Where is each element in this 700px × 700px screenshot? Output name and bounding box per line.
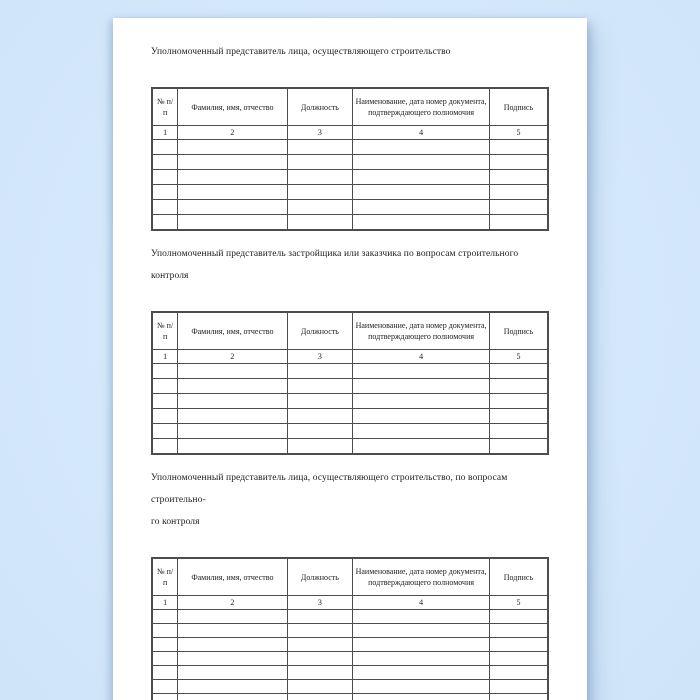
empty-row <box>152 439 548 455</box>
empty-cell <box>152 394 178 409</box>
section-representative-builder-control <box>151 467 549 700</box>
empty-cell <box>353 610 490 624</box>
empty-cell <box>178 364 287 379</box>
empty-row <box>152 140 548 155</box>
header-cell-number: № п/п <box>152 88 178 126</box>
numbering-cell: 3 <box>287 126 353 140</box>
empty-row <box>152 694 548 700</box>
empty-cell <box>152 652 178 666</box>
empty-cell <box>353 680 490 694</box>
empty-cell <box>353 424 490 439</box>
empty-row <box>152 424 548 439</box>
empty-cell <box>287 364 353 379</box>
empty-cell <box>353 379 490 394</box>
empty-cell <box>178 652 287 666</box>
empty-cell <box>353 170 490 185</box>
empty-cell <box>178 140 287 155</box>
empty-cell <box>178 439 287 455</box>
empty-cell <box>178 694 287 700</box>
empty-cell <box>353 364 490 379</box>
empty-cell <box>178 170 287 185</box>
numbering-cell: 1 <box>152 596 178 610</box>
header-cell-position: Должность <box>287 88 353 126</box>
empty-cell <box>353 638 490 652</box>
header-cell-signature: Подпись <box>489 558 548 596</box>
empty-cell <box>152 379 178 394</box>
column-numbering-row <box>152 126 548 140</box>
empty-row <box>152 666 548 680</box>
empty-cell <box>353 394 490 409</box>
empty-cell <box>152 364 178 379</box>
empty-row <box>152 394 548 409</box>
numbering-cell: 5 <box>489 596 548 610</box>
header-cell-number: № п/п <box>152 312 178 350</box>
table-header-row <box>152 558 548 596</box>
numbering-cell: 2 <box>178 350 287 364</box>
empty-cell <box>287 652 353 666</box>
empty-cell <box>152 170 178 185</box>
section-title <box>151 243 549 287</box>
empty-cell <box>178 185 287 200</box>
column-numbering-row <box>152 350 548 364</box>
section-title-line: го контроля <box>151 517 200 527</box>
numbering-cell: 2 <box>178 126 287 140</box>
empty-cell <box>287 638 353 652</box>
empty-cell <box>287 394 353 409</box>
empty-cell <box>489 394 548 409</box>
numbering-cell: 1 <box>152 126 178 140</box>
empty-cell <box>152 610 178 624</box>
empty-cell <box>489 409 548 424</box>
empty-cell <box>178 394 287 409</box>
empty-cell <box>489 200 548 215</box>
empty-row <box>152 624 548 638</box>
empty-cell <box>178 215 287 231</box>
numbering-cell: 3 <box>287 596 353 610</box>
empty-row <box>152 379 548 394</box>
header-cell-document: Наименование, дата номер документа, подтверждающего полномочия <box>353 558 490 596</box>
empty-cell <box>353 215 490 231</box>
empty-cell <box>178 200 287 215</box>
numbering-cell: 4 <box>353 350 490 364</box>
header-cell-document: Наименование, дата номер документа, подтверждающего полномочия <box>353 312 490 350</box>
table-header-row <box>152 312 548 350</box>
empty-cell <box>287 624 353 638</box>
section-title <box>151 41 549 63</box>
empty-row <box>152 215 548 231</box>
header-cell-position: Должность <box>287 558 353 596</box>
empty-cell <box>152 680 178 694</box>
empty-cell <box>152 424 178 439</box>
empty-cell <box>178 680 287 694</box>
empty-cell <box>152 200 178 215</box>
empty-cell <box>353 185 490 200</box>
empty-row <box>152 680 548 694</box>
table-header-row <box>152 88 548 126</box>
empty-cell <box>287 155 353 170</box>
empty-cell <box>178 638 287 652</box>
empty-cell <box>178 409 287 424</box>
empty-cell <box>152 666 178 680</box>
empty-cell <box>152 409 178 424</box>
empty-cell <box>489 666 548 680</box>
empty-cell <box>287 694 353 700</box>
empty-cell <box>152 624 178 638</box>
empty-cell <box>287 379 353 394</box>
empty-cell <box>287 185 353 200</box>
empty-cell <box>489 624 548 638</box>
empty-cell <box>489 439 548 455</box>
empty-row <box>152 185 548 200</box>
empty-cell <box>152 185 178 200</box>
header-cell-name: Фамилия, имя, отчество <box>178 88 287 126</box>
representatives-table <box>151 87 549 231</box>
representatives-table <box>151 311 549 455</box>
header-cell-signature: Подпись <box>489 88 548 126</box>
empty-cell <box>287 439 353 455</box>
empty-row <box>152 638 548 652</box>
section-title-line: Уполномоченный представитель лица, осуществляющего строительство <box>151 47 451 57</box>
representatives-table <box>151 557 549 700</box>
empty-cell <box>489 638 548 652</box>
empty-cell <box>353 200 490 215</box>
empty-cell <box>489 424 548 439</box>
empty-cell <box>152 638 178 652</box>
empty-cell <box>178 155 287 170</box>
numbering-cell: 1 <box>152 350 178 364</box>
section-title-line: Уполномоченный представитель лица, осуществляющего строительство, по вопросам строительно- <box>151 473 508 505</box>
header-cell-number: № п/п <box>152 558 178 596</box>
section-representative-client-control <box>151 243 549 455</box>
empty-cell <box>353 439 490 455</box>
empty-cell <box>287 424 353 439</box>
header-cell-signature: Подпись <box>489 312 548 350</box>
empty-cell <box>353 155 490 170</box>
empty-cell <box>353 694 490 700</box>
empty-cell <box>287 170 353 185</box>
empty-cell <box>353 666 490 680</box>
empty-cell <box>353 140 490 155</box>
empty-cell <box>152 140 178 155</box>
empty-cell <box>287 200 353 215</box>
empty-cell <box>152 694 178 700</box>
header-cell-position: Должность <box>287 312 353 350</box>
empty-cell <box>353 409 490 424</box>
numbering-cell: 2 <box>178 596 287 610</box>
empty-cell <box>178 424 287 439</box>
empty-row <box>152 200 548 215</box>
empty-cell <box>152 155 178 170</box>
section-title <box>151 467 549 533</box>
empty-cell <box>489 170 548 185</box>
empty-cell <box>489 694 548 700</box>
empty-row <box>152 155 548 170</box>
empty-cell <box>489 610 548 624</box>
empty-cell <box>178 666 287 680</box>
empty-cell <box>489 140 548 155</box>
numbering-cell: 4 <box>353 596 490 610</box>
empty-cell <box>353 652 490 666</box>
header-cell-name: Фамилия, имя, отчество <box>178 312 287 350</box>
empty-cell <box>489 185 548 200</box>
empty-cell <box>489 155 548 170</box>
empty-cell <box>287 610 353 624</box>
empty-cell <box>178 624 287 638</box>
empty-cell <box>287 409 353 424</box>
numbering-cell: 4 <box>353 126 490 140</box>
empty-cell <box>178 610 287 624</box>
header-cell-name: Фамилия, имя, отчество <box>178 558 287 596</box>
empty-row <box>152 170 548 185</box>
empty-cell <box>287 680 353 694</box>
header-cell-document: Наименование, дата номер документа, подтверждающего полномочия <box>353 88 490 126</box>
document-page <box>113 18 587 700</box>
empty-cell <box>489 379 548 394</box>
numbering-cell: 5 <box>489 126 548 140</box>
column-numbering-row <box>152 596 548 610</box>
empty-cell <box>287 140 353 155</box>
numbering-cell: 5 <box>489 350 548 364</box>
empty-row <box>152 610 548 624</box>
section-representative-builder <box>151 41 549 231</box>
numbering-cell: 3 <box>287 350 353 364</box>
viewer-background <box>0 18 700 700</box>
empty-row <box>152 364 548 379</box>
empty-cell <box>178 379 287 394</box>
empty-cell <box>489 652 548 666</box>
empty-row <box>152 409 548 424</box>
empty-cell <box>353 624 490 638</box>
empty-cell <box>287 666 353 680</box>
empty-cell <box>489 364 548 379</box>
empty-cell <box>489 215 548 231</box>
empty-cell <box>287 215 353 231</box>
empty-cell <box>152 439 178 455</box>
section-title-line: Уполномоченный представитель застройщика или заказчика по вопросам строительного контроля <box>151 249 519 281</box>
empty-row <box>152 652 548 666</box>
empty-cell <box>489 680 548 694</box>
empty-cell <box>152 215 178 231</box>
